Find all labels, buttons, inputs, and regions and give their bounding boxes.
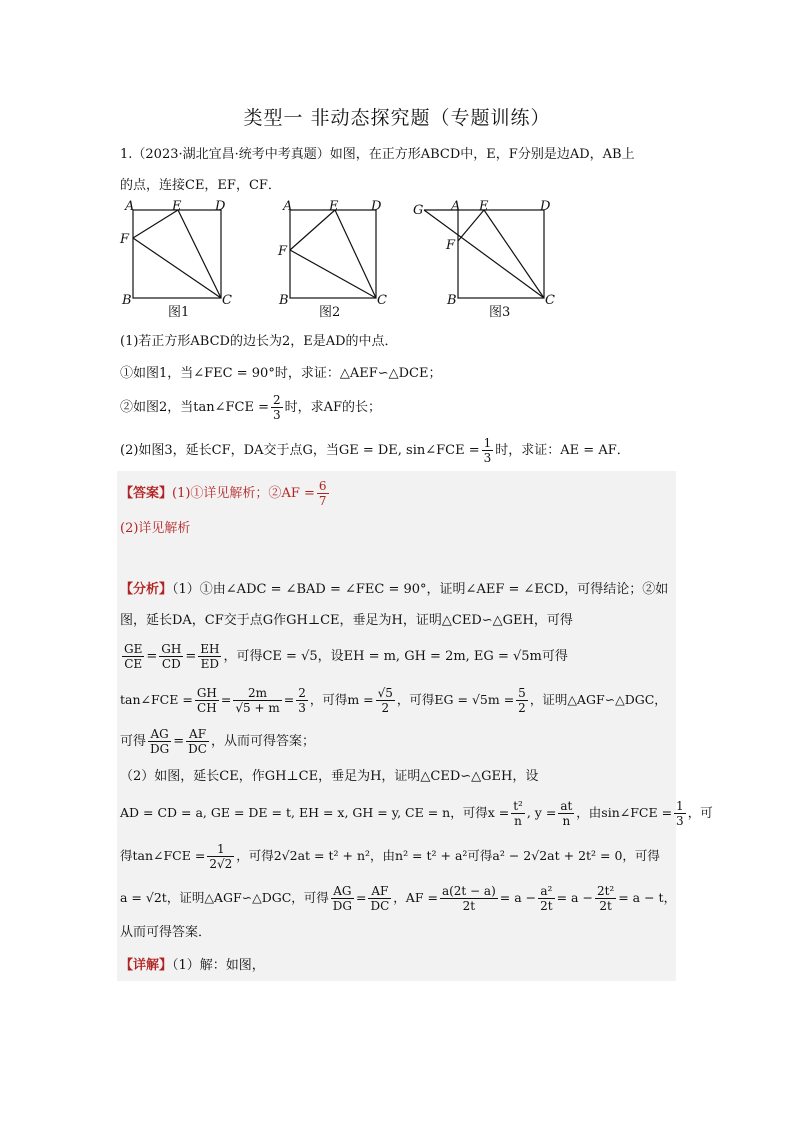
fraction-den: DG bbox=[332, 899, 352, 913]
fig2-label-d: D bbox=[371, 199, 382, 214]
fraction-den: n bbox=[562, 814, 571, 828]
question-1b-text: ②如图2，当tan∠FCE = bbox=[120, 400, 269, 415]
answer-line-2: (2)详见解析 bbox=[120, 521, 191, 536]
fig1-line-ec bbox=[178, 210, 221, 298]
analysis-line-8 bbox=[120, 838, 660, 874]
analysis-text: ，可得EG = √5m = bbox=[396, 692, 515, 707]
problem-line-2: 的点，连接CE，EF，CF． bbox=[120, 178, 281, 193]
fraction-den: 2t bbox=[540, 899, 553, 913]
fig1-label-b: B bbox=[122, 293, 132, 308]
fraction-num: AF bbox=[186, 727, 209, 742]
analysis-text: AD = CD = a, GE = DE = t, EH = x, GH = y, CE = n，可得x = bbox=[120, 805, 510, 820]
fraction bbox=[440, 884, 498, 913]
fraction-den: DC bbox=[370, 899, 390, 913]
fig3-label-d: D bbox=[540, 199, 551, 214]
analysis-line-1 bbox=[120, 580, 668, 600]
analysis-line-5: 可得 $\frac{AG}{DG}$ = $\frac{AF}{DC}$ ，从而可得答案； bbox=[120, 727, 315, 756]
fig3-label-b: B bbox=[447, 293, 457, 308]
analysis-line-6: （2）如图，延长CE，作GH⊥CE，垂足为H，证明△CED∽△GEH，设 bbox=[120, 769, 539, 784]
question-2 bbox=[120, 434, 630, 468]
fraction bbox=[159, 642, 183, 671]
fig2-line-ec bbox=[335, 210, 376, 298]
answer-var: AF = bbox=[281, 486, 315, 501]
fraction-num: 5 bbox=[518, 686, 526, 700]
fraction-num: t² bbox=[513, 799, 523, 813]
analysis-tag: 【分析】 bbox=[120, 582, 173, 597]
question-1b-tail: 时，求AF的长； bbox=[284, 400, 382, 415]
answer-part1: (1)①详见解析；② bbox=[172, 486, 282, 501]
fig1-label-c: C bbox=[222, 293, 232, 308]
page-title: 类型一 非动态探究题（专题训练） bbox=[243, 107, 551, 129]
fraction bbox=[595, 884, 616, 913]
analysis-line-9: a = √2t，证明△AGF∽△DGC，可得 $\frac{AG}{DG}$ = $\frac{AF}{DC}$ ，AF = $\frac{a(2t - a)}{2t}$ = a − $\frac{\text{a²}}{2t}$ = a − $\frac{\text{2t²}}{2t}$ = a − t， bbox=[120, 884, 677, 913]
fraction-num: 1 bbox=[207, 842, 234, 857]
analysis-text: = a − t， bbox=[618, 890, 677, 905]
fig2-label-a: A bbox=[283, 199, 293, 214]
fraction-num: √5 bbox=[377, 686, 393, 700]
analysis-text: ，从而可得答案； bbox=[210, 734, 315, 749]
problem-line-1: 1.（2023·湖北宜昌·统考中考真题）如图，在正方形ABCD中，E，F分别是边AD，AB上 bbox=[120, 147, 635, 162]
fraction-num: 2m bbox=[233, 686, 281, 701]
analysis-line-3: $\frac{GE}{CE}$ = $\frac{GH}{CD}$ = $\frac{EH}{ED}$ ，可得CE = √5，设EH = m, GH = 2m, EG = √5m可得 bbox=[124, 642, 568, 671]
fraction-num: AF bbox=[368, 884, 391, 899]
answer-line-1 bbox=[120, 477, 331, 511]
fig1-label-a: A bbox=[125, 199, 135, 214]
fraction bbox=[558, 799, 574, 828]
fraction-num: 2t² bbox=[596, 884, 615, 898]
fraction-num: 1 bbox=[483, 436, 492, 450]
fraction-den: 3 bbox=[298, 701, 306, 715]
fig2-label-f: F bbox=[278, 244, 288, 259]
fig2-caption: 图2 bbox=[319, 305, 341, 320]
fig3-square bbox=[458, 210, 544, 298]
fraction bbox=[317, 479, 329, 508]
analysis-line-4: tan∠FCE = $\frac{GH}{CH}$ = $\frac{2m}{√5 + m}$ = $\frac{2}{3}$ ，可得m = $\frac{√5}{2}$ ，可得EG = √5m = $\frac{5}{2}$ ，证明△AGF∽△DGC， bbox=[120, 686, 667, 715]
analysis-text: ，可得2√2at = t² + n²，由n² = t² + a²可得a² − 2√2at + 2t² = 0，可得 bbox=[236, 848, 660, 863]
analysis-text: ，AF = bbox=[393, 890, 438, 905]
fraction bbox=[233, 686, 281, 715]
fraction bbox=[368, 884, 391, 913]
fraction bbox=[482, 436, 494, 465]
fraction-den: 2t bbox=[599, 899, 612, 913]
analysis-text: ，证明△AGF∽△DGC， bbox=[529, 692, 667, 707]
analysis-text: , y = bbox=[526, 805, 557, 820]
fraction-num: GH bbox=[161, 642, 182, 656]
question-1: (1)若正方形ABCD的边长为2，E是AD的中点． bbox=[120, 334, 398, 349]
fig1-square bbox=[133, 210, 221, 298]
fraction-den: 3 bbox=[676, 814, 684, 828]
question-2-tail: 时，求证：AE = AF． bbox=[495, 443, 630, 458]
fraction-num: 2 bbox=[298, 686, 306, 700]
fraction-num: 6 bbox=[318, 479, 327, 493]
fraction-den: CD bbox=[161, 657, 181, 671]
fraction-num: 2 bbox=[273, 393, 281, 407]
fraction bbox=[186, 727, 209, 756]
fig3-label-g: G bbox=[413, 203, 424, 218]
analysis-line-7 bbox=[120, 795, 713, 831]
fig2-square bbox=[290, 210, 376, 298]
fig3-label-a: A bbox=[451, 199, 461, 214]
analysis-line-2: 图，延长DA，CF交于点G作GH⊥CE，垂足为H，证明△CED∽△GEH，可得 bbox=[120, 613, 573, 628]
fraction-den: CH bbox=[197, 701, 217, 715]
fraction-num: EH bbox=[200, 642, 220, 656]
fig2-label-e: E bbox=[329, 199, 339, 214]
fraction-den: √5 + m bbox=[235, 701, 280, 715]
analysis-text: ，可 bbox=[687, 805, 713, 820]
fraction-num: a² bbox=[538, 884, 554, 899]
fraction-den: 7 bbox=[318, 494, 327, 508]
detail-text: （1）解：如图， bbox=[172, 958, 265, 973]
fraction-num: a(2t − a) bbox=[441, 884, 496, 898]
fraction-den: CE bbox=[124, 657, 143, 671]
analysis-text: 可得 bbox=[120, 734, 147, 749]
detail-line bbox=[120, 956, 265, 976]
fraction bbox=[148, 727, 171, 756]
fig3-label-c: C bbox=[545, 293, 555, 308]
fraction-num: at bbox=[560, 799, 573, 813]
analysis-text: ，可得CE = √5，设EH = m, GH = 2m, EG = √5m可得 bbox=[223, 649, 568, 664]
fraction-den: 2 bbox=[381, 701, 390, 715]
fraction-num: GH bbox=[196, 686, 217, 700]
fraction bbox=[207, 842, 234, 871]
question-2-text: (2)如图3，延长CF，DA交于点G，当GE = DE, sin∠FCE = bbox=[120, 443, 480, 458]
detail-tag: 【详解】 bbox=[120, 958, 173, 973]
fraction-den: 3 bbox=[273, 408, 281, 422]
fig3-label-f: F bbox=[446, 238, 456, 253]
fraction-den: 2 bbox=[518, 701, 526, 715]
fraction-den: 2t bbox=[462, 899, 476, 913]
fraction-den: 3 bbox=[483, 451, 492, 465]
analysis-text: 得tan∠FCE = bbox=[120, 848, 206, 863]
fraction bbox=[331, 884, 354, 913]
fig1-label-e: E bbox=[172, 199, 182, 214]
fraction bbox=[296, 686, 308, 715]
analysis-text: tan∠FCE = bbox=[120, 692, 193, 707]
fraction bbox=[195, 686, 219, 715]
analysis-text: （1）①由∠ADC = ∠BAD = ∠FEC = 90°，证明∠AEF = ∠ECD，可得结论；②如 bbox=[172, 582, 669, 597]
fraction-den: n bbox=[514, 814, 522, 828]
fraction bbox=[271, 393, 283, 422]
analysis-text: = a − bbox=[499, 890, 537, 905]
geometry-figures bbox=[112, 198, 572, 322]
analysis-text: a = √2t，证明△AGF∽△DGC，可得 bbox=[120, 890, 329, 905]
fig2-label-b: B bbox=[279, 293, 289, 308]
fraction-num: GE bbox=[124, 642, 143, 656]
fraction bbox=[538, 884, 554, 913]
analysis-text: = a − bbox=[556, 890, 593, 905]
fig2-label-c: C bbox=[377, 293, 387, 308]
fraction bbox=[511, 799, 525, 828]
fraction bbox=[122, 642, 144, 671]
fig2-line-fc bbox=[290, 250, 376, 298]
fig3-line-fe bbox=[458, 210, 484, 241]
fraction-num: 1 bbox=[676, 799, 684, 813]
answer-tag: 【答案】 bbox=[120, 486, 173, 501]
fraction-den: DG bbox=[150, 742, 170, 756]
fraction bbox=[376, 686, 395, 715]
analysis-text: ，由sin∠FCE = bbox=[576, 805, 673, 820]
fraction bbox=[516, 686, 528, 715]
fig3-caption: 图3 bbox=[489, 305, 511, 320]
fraction-num: AG bbox=[331, 884, 354, 899]
analysis-line-10: 从而可得答案． bbox=[120, 925, 212, 940]
fraction-den: 2√2 bbox=[209, 857, 233, 871]
fig1-caption: 图1 bbox=[168, 305, 190, 320]
fraction-num: AG bbox=[148, 727, 171, 742]
fig3-line-gc bbox=[424, 210, 544, 298]
fig3-label-e: E bbox=[479, 199, 489, 214]
fraction bbox=[674, 799, 686, 828]
question-1a: ①如图1，当∠FEC = 90°时，求证：△AEF∽△DCE； bbox=[120, 366, 442, 381]
fraction-den: DC bbox=[188, 742, 207, 756]
fraction-den: ED bbox=[200, 657, 220, 671]
fig1-label-d: D bbox=[215, 199, 226, 214]
analysis-text: ，可得m = bbox=[309, 692, 374, 707]
fraction bbox=[198, 642, 221, 671]
fig1-line-fc bbox=[133, 238, 221, 298]
fig3-line-ec bbox=[484, 210, 544, 298]
question-1b bbox=[120, 391, 381, 425]
fig1-line-ef bbox=[133, 210, 178, 238]
fig1-label-f: F bbox=[120, 232, 130, 247]
fig2-line-ef bbox=[290, 210, 335, 250]
